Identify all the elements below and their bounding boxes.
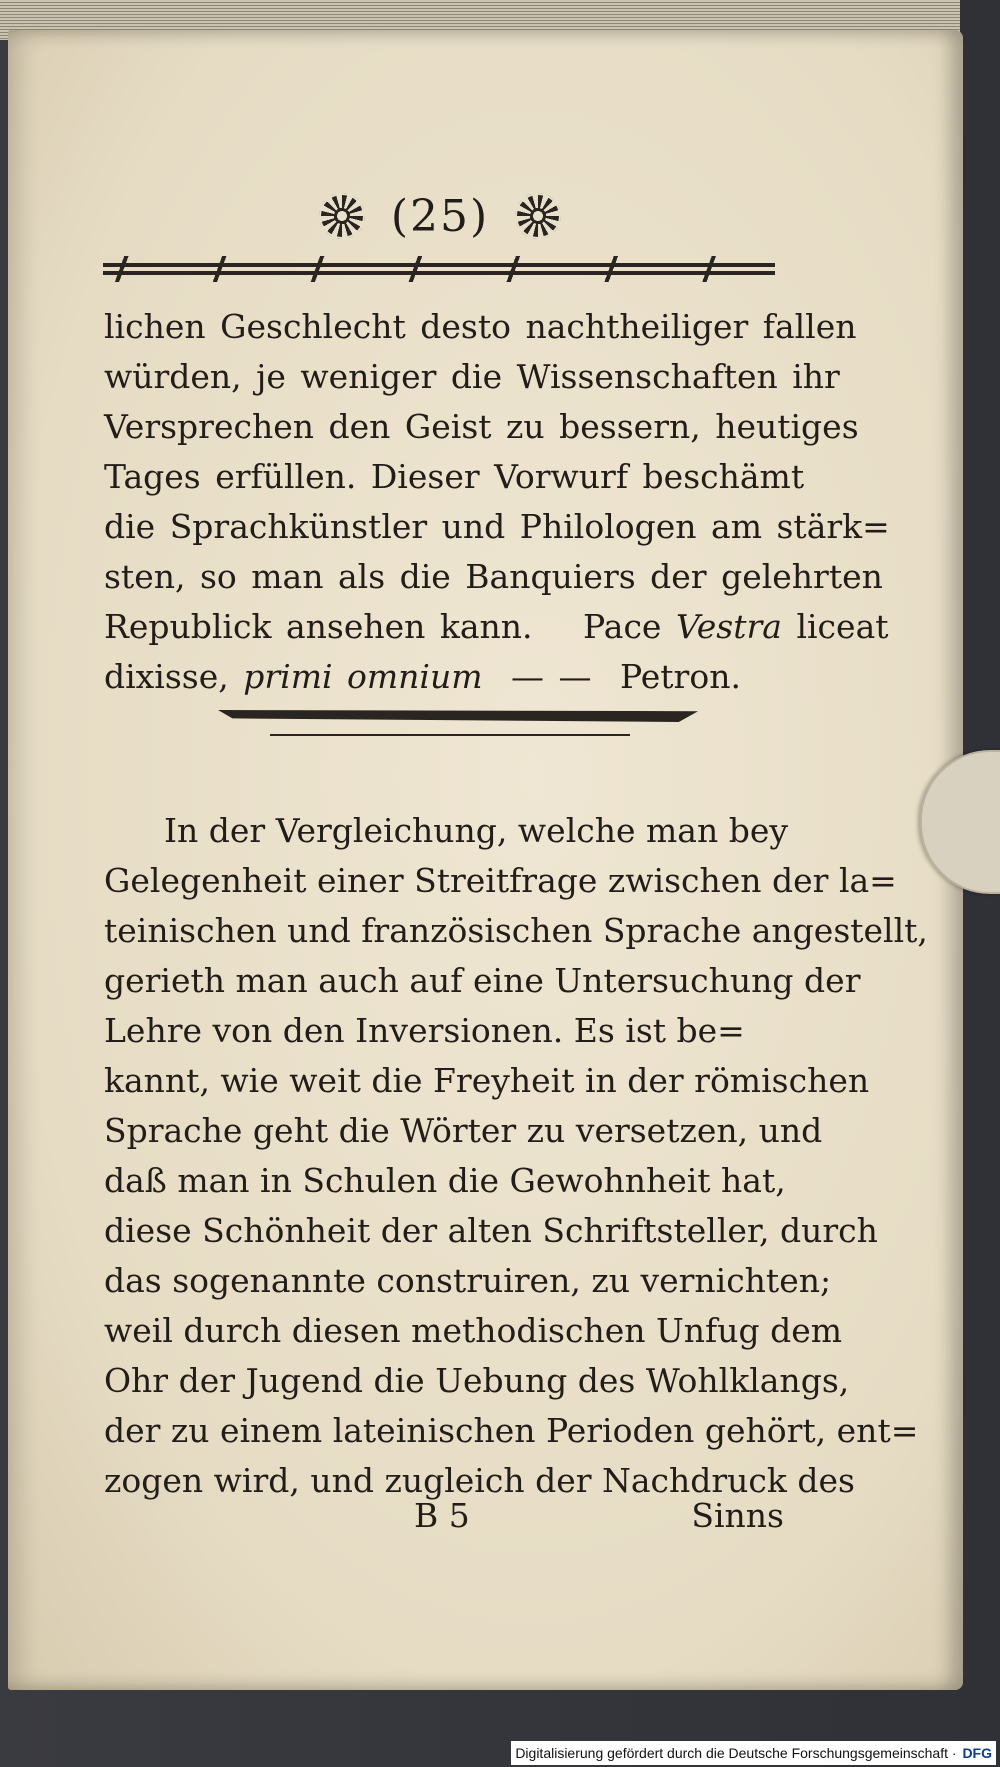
rosette-right-icon [515,193,561,239]
text-line: zogen wird, und zugleich der Nachdruck des [104,1461,855,1500]
latin-primi-omnium: primi omnium [243,657,483,696]
dfg-logo: DFG [962,1745,992,1761]
text-line: Sprache geht die Wörter zu versetzen, und [104,1111,823,1150]
text-line [104,602,889,652]
funding-note [511,1741,996,1765]
funding-text: Digitalisierung gefördert durch die Deutsche Forschungsgemeinschaft · [515,1745,957,1761]
text-line: das sogenannte construiren, zu vernichten; [104,1261,832,1300]
text-line: weil durch diesen methodischen Unfug dem [104,1311,843,1350]
text-line: gerieth man auch auf eine Untersuchung der [104,961,861,1000]
text-line: In der Vergleichung, welche man bey [164,811,789,850]
signature-mark: B 5 [414,1496,470,1535]
text-line: diese Schönheit der alten Schriftsteller, durch [104,1211,878,1250]
rosette-left-icon [319,193,365,239]
ornament-rule [103,256,775,282]
latin-liceat: liceat [796,607,889,646]
text-line: der zu einem lateinischen Perioden gehört, ent= [104,1411,919,1450]
latin-dixisse: dixisse, [104,657,229,696]
latin-vestra: Vestra [675,607,782,646]
latin-petron: Petron. [620,657,741,696]
text-line: Gelegenheit einer Streitfrage zwischen der la= [104,861,897,900]
catchword: Sinns [691,1496,784,1535]
section-divider-thin [270,734,630,736]
text-line: Lehre von den Inversionen. Es ist be= [104,1011,745,1050]
text-line: Tages erfüllen. Dieser Vorwurf beschämt [104,457,805,496]
text-line [104,652,784,702]
text-line: lichen Geschlecht desto nachtheiliger fallen [104,307,857,346]
text-line: daß man in Schulen die Gewohnheit hat, [104,1161,786,1200]
text-line: kannt, wie weit die Freyheit in der römischen [104,1061,870,1100]
page-number: (25) [390,190,490,242]
text-line: würden, je weniger die Wissenschaften ihr [104,357,840,396]
text-line: Versprechen den Geist zu bessern, heutiges [104,407,859,446]
latin-pace: Pace [583,607,662,646]
text-block-2 [104,806,928,1506]
page-header [290,186,590,246]
latin-dashes: — — [511,657,592,696]
text-line: sten, so man als die Banquiers der gelehrten [104,557,883,596]
text-line-german: Republick ansehen kann. [104,607,533,646]
text-line: teinischen und französischen Sprache angestellt, [104,911,928,950]
text-line: Ohr der Jugend die Uebung des Wohlklangs, [104,1361,850,1400]
page-footer [104,1496,784,1546]
text-line: die Sprachkünstler und Philologen am stärk= [104,507,890,546]
text-block-1 [104,302,890,702]
